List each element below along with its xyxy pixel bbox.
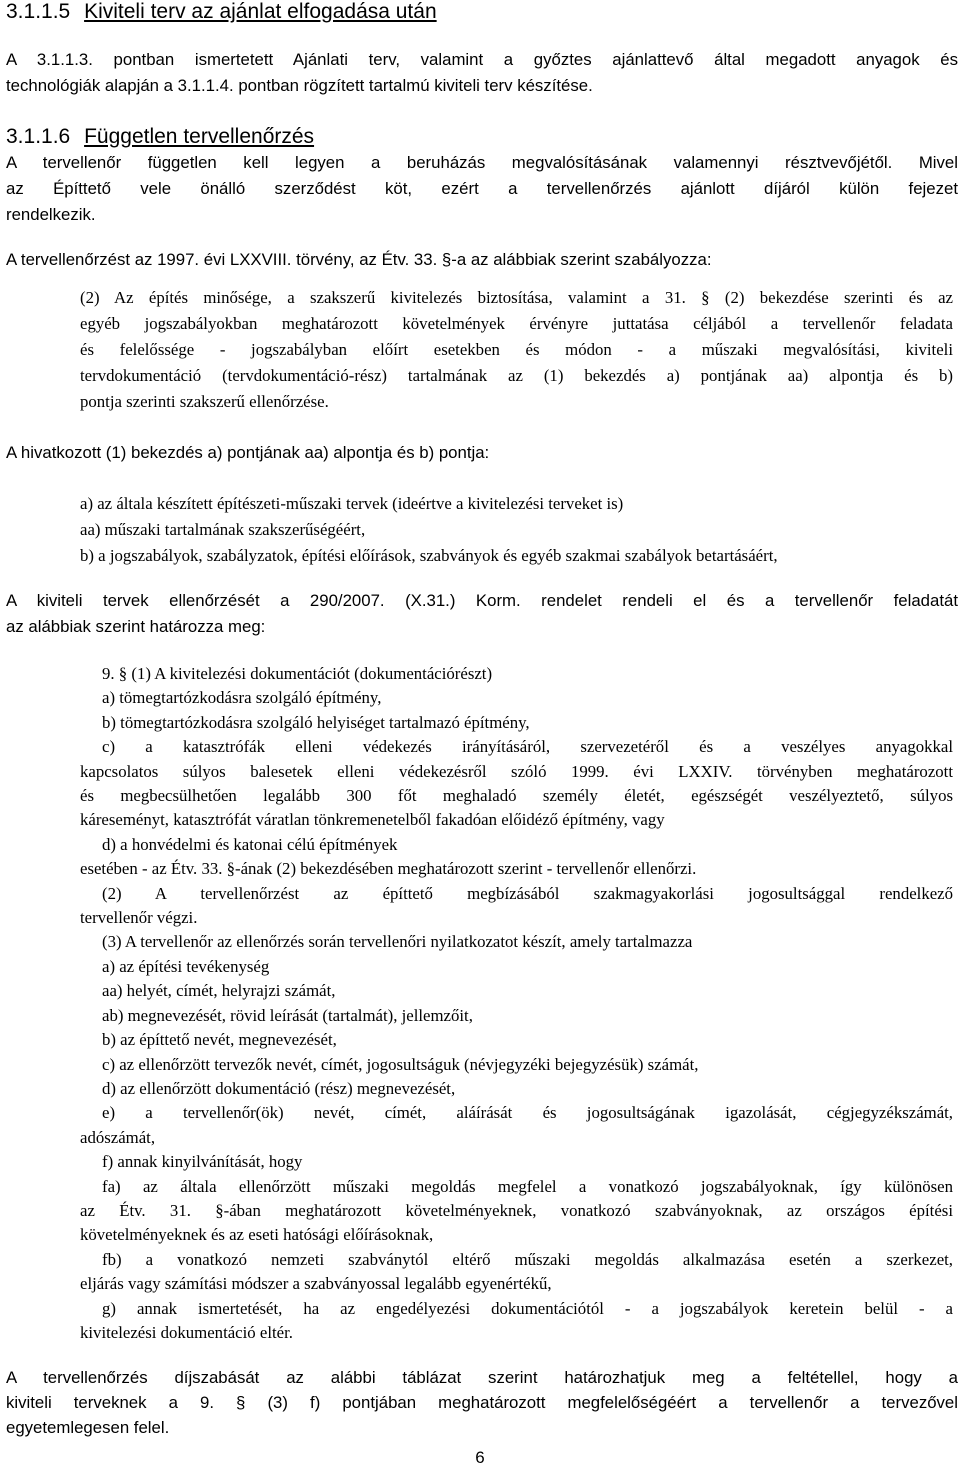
- quote-line: d) a honvédelmi és katonai célú építmények: [102, 834, 398, 854]
- quote-line: pontja szerinti szakszerű ellenőrzése.: [80, 392, 329, 411]
- paragraph-line: az alábbiak szerint határozza meg:: [6, 617, 266, 636]
- heading-title: Független tervellenőrzés: [84, 125, 315, 148]
- quote-line: e) a tervellenőr(ök) nevét, címét, aláírását és jogosultságának igazolását, cégjegyzékszámát,: [102, 1103, 953, 1123]
- quote-line: f) annak kinyilvánítását, hogy: [102, 1152, 303, 1172]
- paragraph-line: technológiák alapján a 3.1.1.4. pontban rögzített tartalmú kiviteli terv készítése.: [6, 76, 593, 95]
- quote-line: kapcsolatos súlyos balesetek elleni védekezésről szóló 1999. évi LXXIV. törvényben meghatározott: [80, 761, 953, 781]
- section-heading-3-1-1-5: [6, 0, 958, 24]
- paragraph-kiviteli-terv: [6, 47, 958, 99]
- quote-line: esetében - az Étv. 33. §-ának (2) bekezdésében meghatározott szerint - tervellenőr ellenőrzi.: [80, 859, 697, 879]
- quote-line: fb) a vonatkozó nemzeti szabványtól eltérő műszaki megoldás alkalmazása esetén a szerkezet,: [102, 1249, 953, 1269]
- quote-line: (2) A tervellenőrzést az építtető megbízásából szakmagyakorlási jogosultsággal rendelkező: [102, 883, 953, 903]
- quote-line: c) a katasztrófák elleni védekezés irányításáról, szervezetéről és a veszélyes anyagokkal: [102, 737, 953, 757]
- quote-line: a) az általa készített építészeti-műszaki tervek (ideértve a kivitelezési terveket is): [80, 494, 624, 513]
- quote-line: és felelőssége - jogszabályban előírt esetekben és módon - a műszaki megvalósítási, kiviteli: [80, 340, 953, 359]
- quote-line: egyéb jogszabályokban meghatározott követelmények érvényre juttatása céljából a tervellenőr feladata: [80, 314, 953, 333]
- quote-line: (2) Az építés minősége, a szakszerű kivitelezés biztosítása, valamint a 31. § (2) bekezdése szerinti és az: [80, 288, 953, 307]
- quote-line: eljárás vagy számítási módszer a szabványossal legalább egyenértékű,: [80, 1274, 552, 1294]
- quote-line: az Étv. 31. §-ában meghatározott követelményeknek, vonatkozó szabványoknak, az országos építési: [80, 1200, 953, 1220]
- quote-line: kivitelezési dokumentáció eltér.: [80, 1322, 293, 1342]
- quote-line: b) tömegtartózkodásra szolgáló helyiséget tartalmazó építmény,: [102, 712, 530, 732]
- quote-line: g) annak ismertetését, ha az engedélyezési dokumentációtól - a jogszabályok keretein belül - a: [102, 1298, 953, 1318]
- paragraph-line: A kiviteli tervek ellenőrzését a 290/2007. (X.31.) Korm. rendelet rendeli el és a tervellenőr feladatát: [6, 591, 958, 610]
- quote-line: 9. § (1) A kivitelezési dokumentációt (dokumentációrészt): [102, 664, 493, 683]
- quote-line: a) tömegtartózkodásra szolgáló építmény,: [102, 688, 382, 708]
- legal-quote-points: [80, 491, 953, 569]
- heading-number: 3.1.1.5: [6, 0, 71, 23]
- quote-line: adószámát,: [80, 1127, 156, 1147]
- paragraph-line: A 3.1.1.3. pontban ismertetett Ajánlati terv, valamint a győztes ajánlattevő által megadott anyagok és: [6, 50, 958, 69]
- paragraph-line: A tervellenőr független kell legyen a beruházás megvalósításának valamennyi résztvevőjétől. Mivel: [6, 153, 958, 172]
- quote-line: követelményeknek és az eseti hatósági előírásoknak,: [80, 1225, 434, 1245]
- quote-line: káreseményt, katasztrófát váratlan tönkremenetelből fakadóan előidéző építmény, vagy: [80, 810, 665, 830]
- paragraph-dijszabas: [6, 1365, 958, 1440]
- paragraph-line: az Építtető vele önálló szerződést köt, ezért a tervellenőrzés ajánlott díjáról külön fejezet: [6, 179, 958, 198]
- paragraph-line: egyetemlegesen felel.: [6, 1418, 170, 1437]
- quote-line: a) az építési tevékenység: [102, 956, 270, 976]
- section-heading-3-1-1-6: [6, 125, 958, 149]
- quote-line: és megbecsülhetően legalább 300 főt meghaladó személy életét, egészségét veszélyeztető, súlyos: [80, 786, 953, 806]
- quote-line: b) a jogszabályok, szabályzatok, építési előírások, szabványok és egyéb szakmai szabályok betartásáért,: [80, 546, 778, 565]
- paragraph-line: kiviteli terveknek a 9. § (3) f) pontjában meghatározott megfelelőségéért a tervellenőr a tervezővel: [6, 1393, 958, 1412]
- quote-line: ab) megnevezését, rövid leírását (tartalmát), jellemzőit,: [102, 1005, 473, 1025]
- paragraph-fuggetlen: [6, 150, 958, 228]
- paragraph-line: A tervellenőrzés díjszabását az alábbi táblázat szerint határozhatjuk meg a feltétellel, hogy a: [6, 1368, 958, 1387]
- quote-line: fa) az általa ellenőrzött műszaki megoldás megfelel a vonatkozó jogszabályoknak, így különösen: [102, 1176, 953, 1196]
- paragraph-hivatkozott: A hivatkozott (1) bekezdés a) pontjának aa) alpontja és b) pontja:: [6, 443, 490, 462]
- heading-title: Kiviteli terv az ajánlat elfogadása után: [84, 0, 437, 23]
- quote-line: aa) helyét, címét, helyrajzi számát,: [102, 981, 336, 1001]
- legal-quote-9-paragraph: [80, 662, 953, 1345]
- quote-line: b) az építtető nevét, megnevezését,: [102, 1030, 337, 1050]
- quote-line: aa) műszaki tartalmának szakszerűségéért,: [80, 520, 366, 539]
- quote-line: tervellenőr végzi.: [80, 908, 198, 928]
- quote-line: (3) A tervellenőr az ellenőrzés során tervellenőri nyilatkozatot készít, amely tartalmazza: [102, 932, 693, 952]
- heading-number: 3.1.1.6: [6, 125, 71, 148]
- quote-line: d) az ellenőrzött dokumentáció (rész) megnevezését,: [102, 1078, 456, 1098]
- paragraph-korm-rendelet: [6, 588, 958, 640]
- paragraph-etv-intro: A tervellenőrzést az 1997. évi LXXVIII. törvény, az Étv. 33. §-a az alábbiak szerint szabályozza:: [6, 250, 712, 269]
- paragraph-line: rendelkezik.: [6, 205, 96, 224]
- quote-line: c) az ellenőrzött tervezők nevét, címét, jogosultságuk (névjegyzéki bejegyzésük) számát,: [102, 1054, 699, 1074]
- legal-quote-etv-33: [80, 285, 953, 415]
- quote-line: tervdokumentáció (tervdokumentáció-rész) tartalmának az (1) bekezdés a) pontjának aa) alpontja és b): [80, 366, 953, 385]
- page-number: 6: [475, 1448, 485, 1467]
